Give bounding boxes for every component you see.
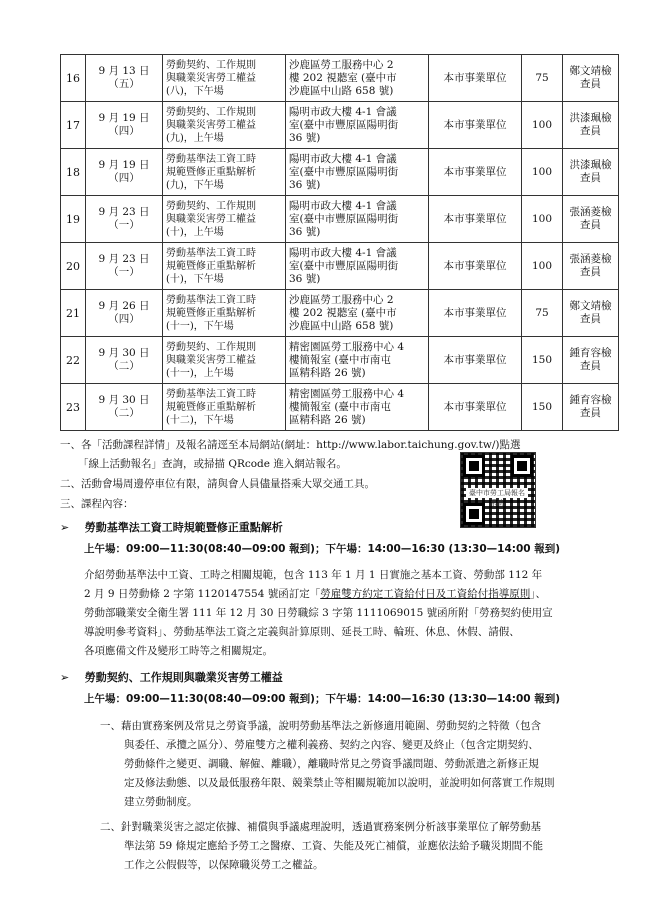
row-topic-line: (九)，上午場 [166,132,224,144]
row-capacity: 150 [522,384,563,431]
row-topic-line: 與職業災害勞工權益 [166,72,256,84]
note-one-line1: 一、各「活動課程詳情」及報名請逕至本局網站(網址：http://www.labor.taichung.gov.tw/)點選 [60,439,521,451]
row-staff: 鄭文靖檢查員 [563,55,619,102]
row-number: 17 [61,102,86,149]
row-date-line: （二） [108,360,140,372]
row-topic-line: 規範暨修正重點解析 [166,401,256,413]
row-topic-line: 規範暨修正重點解析 [166,260,256,272]
row-topic-line: 勞動契約、工作規則 [166,200,256,212]
row-capacity: 75 [522,55,563,102]
row-target: 本市事業單位 [429,384,522,431]
row-location-line: 36 號) [289,178,321,191]
row-capacity: 75 [522,290,563,337]
row-location-line: 樓簡報室 (臺中市南屯 [289,400,391,413]
row-staff: 鍾育容檢查員 [563,337,619,384]
row-target: 本市事業單位 [429,149,522,196]
row-target: 本市事業單位 [429,196,522,243]
row-topic-line: (十一)，下午場 [166,320,234,332]
row-target: 本市事業單位 [429,337,522,384]
row-number: 23 [61,384,86,431]
row-target: 本市事業單位 [429,55,522,102]
row-capacity: 100 [522,196,563,243]
row-location [286,55,429,102]
row-staff: 洪漆珮檢查員 [563,149,619,196]
row-location [286,337,429,384]
row-date-line: 9 月 13 日 [98,65,150,77]
row-location-line: 沙鹿區中山路 658 號) [289,319,394,332]
course1-title: 勞動基準法工資工時規範暨修正重點解析 [84,521,283,534]
row-location-line: 精密園區勞工服務中心 4 [289,387,405,400]
row-topic-line: 與職業災害勞工權益 [166,354,256,366]
row-topic [163,55,286,102]
course1-para-line4: 導說明參考資料」、勞動基準法工資之定義與計算原則、延長工時、輪班、休息、休假、請假、 [84,626,520,638]
row-staff: 張涵菱檢查員 [563,196,619,243]
course2-item1-line5: 建立勞動制度。 [124,796,198,808]
course1-para-line5: 各項應備文件及變形工時等之相關規定。 [84,645,273,657]
table-row [61,102,619,149]
row-date-line: （四） [108,172,140,184]
row-topic-line: (八)，下午場 [166,85,224,97]
row-topic-line: (十)，上午場 [166,226,224,238]
row-staff: 鄭文靖檢查員 [563,290,619,337]
row-location-line: 精密園區勞工服務中心 4 [289,340,405,353]
row-date [86,243,163,290]
row-topic-line: 與職業災害勞工權益 [166,119,256,131]
row-location [286,196,429,243]
course2-item2-line2: 準法第 59 條規定應給予勞工之醫療、工資、失能及死亡補償，並應依法給予職災期間不能 [124,840,544,852]
row-location-line: 陽明市政大樓 4-1 會議 [289,199,397,212]
row-topic-line: 勞動基準法工資工時 [166,388,256,400]
row-target: 本市事業單位 [429,102,522,149]
row-topic [163,196,286,243]
row-location-line: 沙鹿區中山路 658 號) [289,84,394,97]
course2-item1-line2: 與委任、承攬之區分）、勞雇雙方之權利義務、契約之內容、變更及終止（包含定期契約、 [124,739,539,751]
row-date-line: （四） [108,125,140,137]
row-location-line: 樓簡報室 (臺中市南屯 [289,353,391,366]
row-date-line: （一） [108,266,140,278]
row-date-line: 9 月 26 日 [98,300,150,312]
row-target: 本市事業單位 [429,290,522,337]
course2-heading [60,669,283,685]
row-date [86,149,163,196]
table-row [61,384,619,431]
row-number: 22 [61,337,86,384]
row-location-line: 陽明市政大樓 4-1 會議 [289,105,397,118]
row-location [286,102,429,149]
course2-time: 上午場：09:00—11:30(08:40—09:00 報到)；下午場：14:00—16:30 (13:30—14:00 報到) [84,693,561,705]
row-number: 16 [61,55,86,102]
row-location-line: 36 號) [289,225,321,238]
row-date-line: 9 月 23 日 [98,206,150,218]
row-number: 21 [61,290,86,337]
course2-item1-line1: 一、藉由實務案例及常見之勞資爭議，說明勞動基準法之新修適用範圍、勞動契約之特徵（包含 [100,720,541,732]
course2-item1-line3: 勞動條件之變更、調職、解僱、離職），離職時常見之勞資爭議問題、勞動派遣之新修正規 [124,758,539,770]
row-date-line: 9 月 19 日 [98,112,150,124]
row-date-line: 9 月 30 日 [98,347,150,359]
row-location-line: 區精科路 26 號) [289,413,366,426]
row-date-line: （五） [108,78,140,90]
row-location-line: 36 號) [289,131,321,144]
row-topic-line: (十)，下午場 [166,273,224,285]
row-date [86,290,163,337]
table-row [61,290,619,337]
note-three: 三、課程內容： [60,498,134,510]
row-topic-line: 勞動契約、工作規則 [166,341,256,353]
row-date-line: 9 月 23 日 [98,253,150,265]
row-topic-line: (十二)，下午場 [166,414,234,426]
course2-item1-line4: 定及修法動態、以及最低服務年限、競業禁止等相關規範加以說明，並說明如何落實工作規則 [124,777,555,789]
row-location-line: 沙鹿區勞工服務中心 2 [289,58,394,71]
row-location [286,384,429,431]
course1-para-line2: 2 月 9 日勞動條 2 字第 1120147554 號函訂定「勞雇雙方約定工資給付日及工資給付指導原則」、 [84,588,546,600]
row-topic [163,290,286,337]
row-date-line: （四） [108,313,140,325]
row-location-line: 室(臺中市豐原區陽明街 [289,212,399,225]
row-topic-line: 規範暨修正重點解析 [166,166,256,178]
table-row [61,243,619,290]
table-row [61,149,619,196]
row-date [86,102,163,149]
row-date-line: （一） [108,219,140,231]
schedule-table [60,54,619,431]
row-topic [163,149,286,196]
row-topic [163,102,286,149]
row-target: 本市事業單位 [429,243,522,290]
row-capacity: 100 [522,243,563,290]
course2-item2-line3: 工作之公假假等，以保障職災勞工之權益。 [124,859,324,871]
row-topic [163,243,286,290]
row-location-line: 樓 202 視聽室 (臺中市 [289,306,397,319]
row-location [286,243,429,290]
row-topic-line: 規範暨修正重點解析 [166,307,256,319]
row-location [286,290,429,337]
row-location-line: 樓 202 視聽室 (臺中市 [289,71,397,84]
row-location-line: 36 號) [289,272,321,285]
row-location-line: 沙鹿區勞工服務中心 2 [289,293,394,306]
row-topic-line: (十一)，上午場 [166,367,234,379]
row-topic-line: 與職業災害勞工權益 [166,213,256,225]
table-row [61,337,619,384]
row-location-line: 陽明市政大樓 4-1 會議 [289,246,397,259]
row-number: 19 [61,196,86,243]
row-date [86,384,163,431]
row-capacity: 100 [522,102,563,149]
course2-item2-line1: 二、針對職業災害之認定依據、補償與爭議處理說明，透過實務案例分析該事業單位了解勞動基 [100,821,541,833]
row-location-line: 室(臺中市豐原區陽明街 [289,165,399,178]
row-date-line: （二） [108,407,140,419]
qr-finder-icon [463,455,485,477]
qr-finder-icon [463,503,485,525]
row-date [86,337,163,384]
row-location-line: 室(臺中市豐原區陽明街 [289,259,399,272]
table-row [61,55,619,102]
course1-time: 上午場：09:00—11:30(08:40—09:00 報到)；下午場：14:00—16:30 (13:30—14:00 報到) [84,543,561,555]
bullet-arrow-icon: ➢ [60,671,70,684]
row-number: 18 [61,149,86,196]
row-location-line: 室(臺中市豐原區陽明街 [289,118,399,131]
course1-para-line1: 介紹勞動基準法中工資、工時之相關規範，包含 113 年 1 月 1 日實施之基本工資、勞動部 112 年 [84,569,543,581]
row-topic-line: 勞動契約、工作規則 [166,59,256,71]
row-capacity: 100 [522,149,563,196]
row-staff: 洪漆珮檢查員 [563,102,619,149]
qr-label: 臺中市勞工局報名系統 [466,488,528,498]
row-location [286,149,429,196]
row-date-line: 9 月 30 日 [98,394,150,406]
course2-title: 勞動契約、工作規則與職業災害勞工權益 [84,671,283,684]
qr-finder-icon [511,455,533,477]
row-topic [163,337,286,384]
row-topic [163,384,286,431]
row-date [86,196,163,243]
row-topic-line: 勞動基準法工資工時 [166,294,256,306]
row-location-line: 陽明市政大樓 4-1 會議 [289,152,397,165]
course1-para-line3: 勞動部職業安全衛生署 111 年 12 月 30 日勞職綜 3 字第 1111069015 號函所附「勞務契約使用宣 [84,607,553,619]
table-row [61,196,619,243]
guideline-title: 勞雇雙方約定工資給付日及工資給付指導原則 [320,588,531,600]
row-staff: 張涵菱檢查員 [563,243,619,290]
row-date [86,55,163,102]
bullet-arrow-icon: ➢ [60,521,70,534]
row-topic-line: (九)，下午場 [166,179,224,191]
row-number: 20 [61,243,86,290]
row-location-line: 區精科路 26 號) [289,366,366,379]
row-topic-line: 勞動基準法工資工時 [166,247,256,259]
row-staff: 鍾育容檢查員 [563,384,619,431]
row-topic-line: 勞動契約、工作規則 [166,106,256,118]
row-capacity: 150 [522,337,563,384]
row-date-line: 9 月 19 日 [98,159,150,171]
note-two: 二、活動會場周邊停車位有限，請與會人員儘量搭乘大眾交通工具。 [60,478,375,490]
note-one-line2: 「線上活動報名」查詢，或掃描 QRcode 進入網站報名。 [78,458,347,470]
row-topic-line: 勞動基準法工資工時 [166,153,256,165]
course1-heading [60,519,283,535]
